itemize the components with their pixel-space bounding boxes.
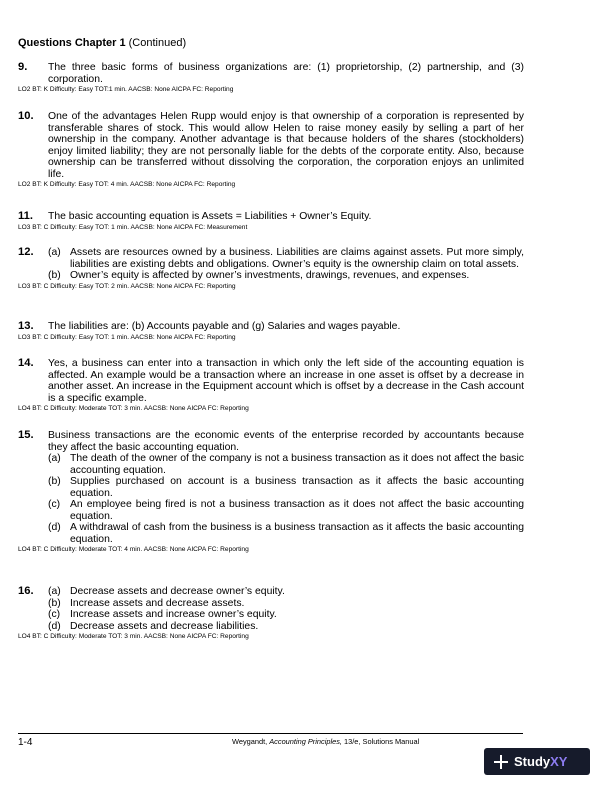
sub-label: (b)	[48, 270, 61, 281]
question-meta: LO4 BT: C Difficulty: Moderate TOT: 3 min. AACSB: None AICPA FC: Reporting	[18, 405, 249, 412]
question-12	[18, 247, 524, 291]
sub-answer-d	[48, 621, 524, 633]
sub-answer-a	[48, 586, 524, 598]
sub-answer-b	[48, 270, 524, 282]
sub-answer-c	[48, 609, 524, 621]
question-number: 16.	[18, 585, 34, 597]
sub-label: (a)	[48, 453, 61, 464]
page-number: 1-4	[18, 737, 33, 748]
question-number: 12.	[18, 246, 34, 258]
sub-text: Decrease assets and decrease owner’s equity.	[70, 586, 285, 597]
sub-label: (c)	[48, 609, 61, 620]
citation-author: Weygandt,	[232, 737, 270, 746]
question-number: 10.	[18, 110, 34, 122]
sub-answer-b	[48, 476, 524, 499]
page-heading	[18, 37, 186, 49]
logo-text-study: Study	[514, 754, 551, 769]
answer-text: The liabilities are: (b) Accounts payable and (g) Salaries and wages payable.	[48, 321, 401, 332]
sub-text: A withdrawal of cash from the business is a business transaction as it affects the basic accounting equation.	[70, 522, 524, 545]
question-13	[18, 321, 524, 342]
sub-answer-a	[48, 453, 524, 476]
sub-label: (b)	[48, 476, 61, 487]
answer-text: The three basic forms of business organizations are: (1) proprietorship, (2) partnership, and (3) corporation.	[48, 62, 524, 85]
sub-answer-a	[48, 247, 524, 270]
sub-text: An employee being fired is not a business transaction as it does not affect the basic accounting equation.	[70, 499, 524, 522]
question-16	[18, 586, 524, 641]
logo-text-xy: XY	[550, 754, 568, 769]
question-number: 11.	[18, 210, 33, 222]
question-number: 14.	[18, 357, 34, 369]
answer-text: The basic accounting equation is Assets = Liabilities + Owner’s Equity.	[48, 211, 372, 222]
sub-label: (d)	[48, 522, 61, 533]
question-meta: LO3 BT: C Difficulty: Easy TOT: 1 min. AACSB: None AICPA FC: Reporting	[18, 333, 236, 341]
question-meta: LO2 BT: K Difficulty: Easy TOT: 4 min. AACSB: None AICPA FC: Reporting	[18, 181, 236, 188]
sub-label: (c)	[48, 499, 61, 510]
sub-text: Increase assets and decrease assets.	[70, 597, 245, 609]
footer-citation	[232, 737, 419, 746]
sub-text: Decrease assets and decrease liabilities.	[70, 620, 259, 632]
sub-answer-b	[48, 598, 524, 610]
sub-text: The death of the owner of the company is not a business transaction as it does not affect the basic accounting equation.	[70, 453, 524, 476]
plus-icon	[493, 754, 509, 770]
sub-text: Supplies purchased on account is a business transaction as it affects the basic accounting equation.	[70, 476, 524, 499]
question-meta: LO2 BT: K Difficulty: Easy TOT:1 min. AACSB: None AICPA FC: Reporting	[18, 86, 234, 93]
question-10	[18, 111, 524, 189]
heading-continued: (Continued)	[125, 37, 187, 49]
sub-answer-c	[48, 499, 524, 522]
sub-label: (a)	[48, 247, 61, 258]
footer-divider	[18, 733, 523, 734]
question-meta: LO3 BT: C Difficulty: Easy TOT: 2 min. AACSB: None AICPA FC: Reporting	[18, 282, 236, 290]
sub-label: (a)	[48, 586, 61, 597]
answer-text: Yes, a business can enter into a transaction in which only the left side of the accounting equation is affected. An example would be a transaction where an increase in one asset is offset by a decrease in another asset. An increase in the Equipment account which is offset by a decrease in the Cash account is a specific example.	[48, 358, 524, 404]
sub-answer-d	[48, 522, 524, 545]
sub-text: Increase assets and increase owner’s equity.	[70, 609, 277, 620]
question-14	[18, 358, 524, 413]
studyxy-logo	[484, 748, 590, 775]
question-11	[18, 211, 524, 232]
sub-text: Assets are resources owned by a business. Liabilities are claims against assets. Put more simply, liabilities are existing debts and obligations. Owner’s equity is the ownership claim on total assets.	[70, 247, 524, 270]
question-meta: LO3 BT: C Difficulty: Easy TOT: 1 min. AACSB: None AICPA FC: Measurement	[18, 223, 248, 231]
question-meta: LO4 BT: C Difficulty: Moderate TOT: 4 min. AACSB: None AICPA FC: Reporting	[18, 546, 249, 553]
sub-label: (b)	[48, 597, 61, 609]
question-number: 13.	[18, 320, 34, 332]
question-number: 9.	[18, 61, 28, 73]
sub-label: (d)	[48, 620, 61, 632]
question-number: 15.	[18, 429, 34, 441]
answer-text: Business transactions are the economic events of the enterprise recorded by accountants because they affect the basic accounting equation.	[48, 430, 524, 453]
answer-text: One of the advantages Helen Rupp would enjoy is that ownership of a corporation is represented by transferable shares of stock. This would allow Helen to raise money easily by selling a part of her ownership in the company. Another advantage is that because holders of the shares (stockholders) enjoy limited liability; they are not personally liable for the debts of the corporate entity. Also, because ownership can be transferred without dissolving the corporation, the corporation enjoys an unlimited life.	[48, 111, 524, 180]
citation-rest: 13/e, Solutions Manual	[341, 737, 420, 746]
sub-text: Owner’s equity is affected by owner’s investments, drawings, revenues, and expenses.	[70, 270, 470, 281]
citation-title: Accounting Principles,	[269, 737, 342, 746]
question-15	[18, 430, 524, 554]
question-9	[18, 62, 524, 94]
question-meta: LO4 BT: C Difficulty: Moderate TOT: 3 min. AACSB: None AICPA FC: Reporting	[18, 633, 249, 640]
heading-bold: Questions Chapter 1	[18, 37, 126, 49]
